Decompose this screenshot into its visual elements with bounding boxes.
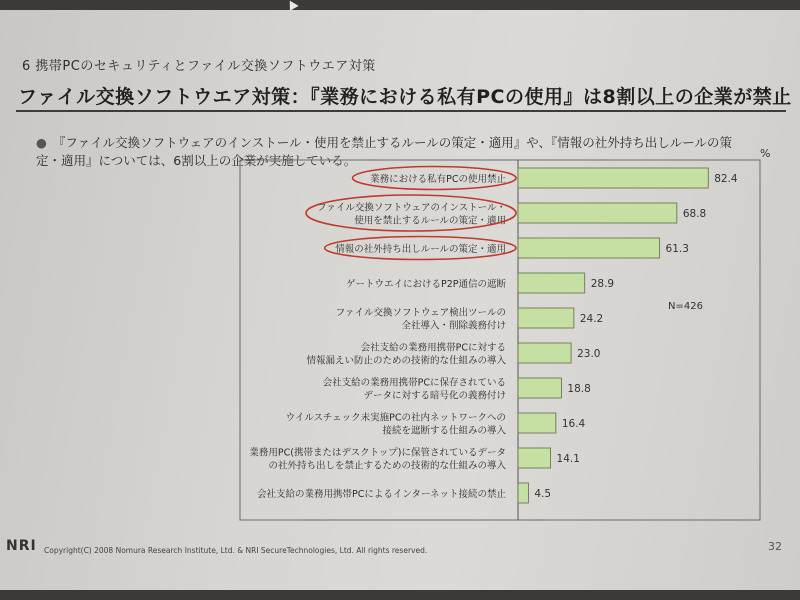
section-label: 6 携帯PCのセキュリティとファイル交換ソフトウエア対策 xyxy=(22,59,376,74)
value-label-1: 82.4 xyxy=(714,173,738,185)
category-label-7-line-2: データに対する暗号化の義務付け xyxy=(363,390,506,402)
category-label-6-line-2: 情報漏えい防止のための技術的な仕組みの導入 xyxy=(306,355,506,367)
value-label-3: 61.3 xyxy=(665,243,689,255)
unit-label: % xyxy=(760,147,771,160)
category-label-5-line-2: 全社導入・削除義務付け xyxy=(401,320,506,332)
value-label-7: 18.8 xyxy=(567,383,591,395)
category-label-5-line-1: ファイル交換ソフトウェア検出ツールの xyxy=(335,307,506,319)
value-label-9: 14.1 xyxy=(556,453,580,465)
bar-4 xyxy=(518,273,585,293)
category-label-2-line-2: 使用を禁止するルールの策定・適用 xyxy=(354,215,506,227)
bar-3 xyxy=(518,238,660,258)
value-label-10: 4.5 xyxy=(534,488,552,500)
bar-8 xyxy=(518,413,556,433)
bar-7 xyxy=(518,378,561,398)
slide xyxy=(0,10,800,590)
category-label-3-line-1: 情報の社外持ち出しルールの策定・適用 xyxy=(335,244,506,255)
bar-5 xyxy=(518,308,574,328)
category-label-7-line-1: 会社支給の業務用携帯PCに保存されている xyxy=(322,377,506,389)
bar-2 xyxy=(518,203,677,223)
page-number: 32 xyxy=(768,540,782,553)
bar-10 xyxy=(518,483,528,503)
bar-1 xyxy=(518,168,708,188)
category-label-2-line-1: ファイル交換ソフトウェアのインストール・ xyxy=(317,202,506,214)
value-label-4: 28.9 xyxy=(590,278,615,290)
slide-title: ファイル交換ソフトウエア対策：『業務における私有PCの使用』は8割以上の企業が禁止 xyxy=(18,86,792,108)
category-label-6-line-1: 会社支給の業務用携帯PCに対する xyxy=(360,342,506,354)
category-label-9-line-1: 業務用PC(携帯またはデスクトップ)に保管されているデータ xyxy=(249,447,506,459)
value-label-6: 23.0 xyxy=(577,348,601,360)
category-label-9-line-2: の社外持ち出しを禁止するための技術的な仕組みの導入 xyxy=(268,460,506,472)
bar-chart xyxy=(0,10,800,590)
bar-6 xyxy=(518,343,571,363)
bullet-icon: ● xyxy=(36,135,47,150)
value-label-8: 16.4 xyxy=(561,418,586,430)
value-label-5: 24.2 xyxy=(579,313,604,325)
category-label-10-line-1: 会社支給の業務用携帯PCによるインターネット接続の禁止 xyxy=(256,489,506,500)
sample-size-note: N=426 xyxy=(668,301,703,312)
bar-9 xyxy=(518,448,551,468)
value-label-2: 68.8 xyxy=(682,208,707,220)
copyright-text: Copyright(C) 2008 Nomura Research Institute, Ltd. & NRI SecureTechnologies, Ltd. All rights reserved. xyxy=(44,546,428,555)
category-label-4-line-1: ゲートウエイにおけるP2P通信の遮断 xyxy=(345,279,506,290)
bullet-text: 『ファイル交換ソフトウェアのインストール・使用を禁止するルールの策定・適用』や、『情報の社外持ち出しルールの策定・適用』については、6割以上の企業が実施している。 xyxy=(36,135,733,168)
nri-logo: NRI xyxy=(6,538,37,554)
category-label-8-line-1: ウイルスチェック未実施PCの社内ネットワークへの xyxy=(285,412,506,424)
category-label-1-line-1: 業務における私有PCの使用禁止 xyxy=(370,174,506,185)
category-label-8-line-2: 接続を遮断する仕組みの導入 xyxy=(382,425,506,437)
